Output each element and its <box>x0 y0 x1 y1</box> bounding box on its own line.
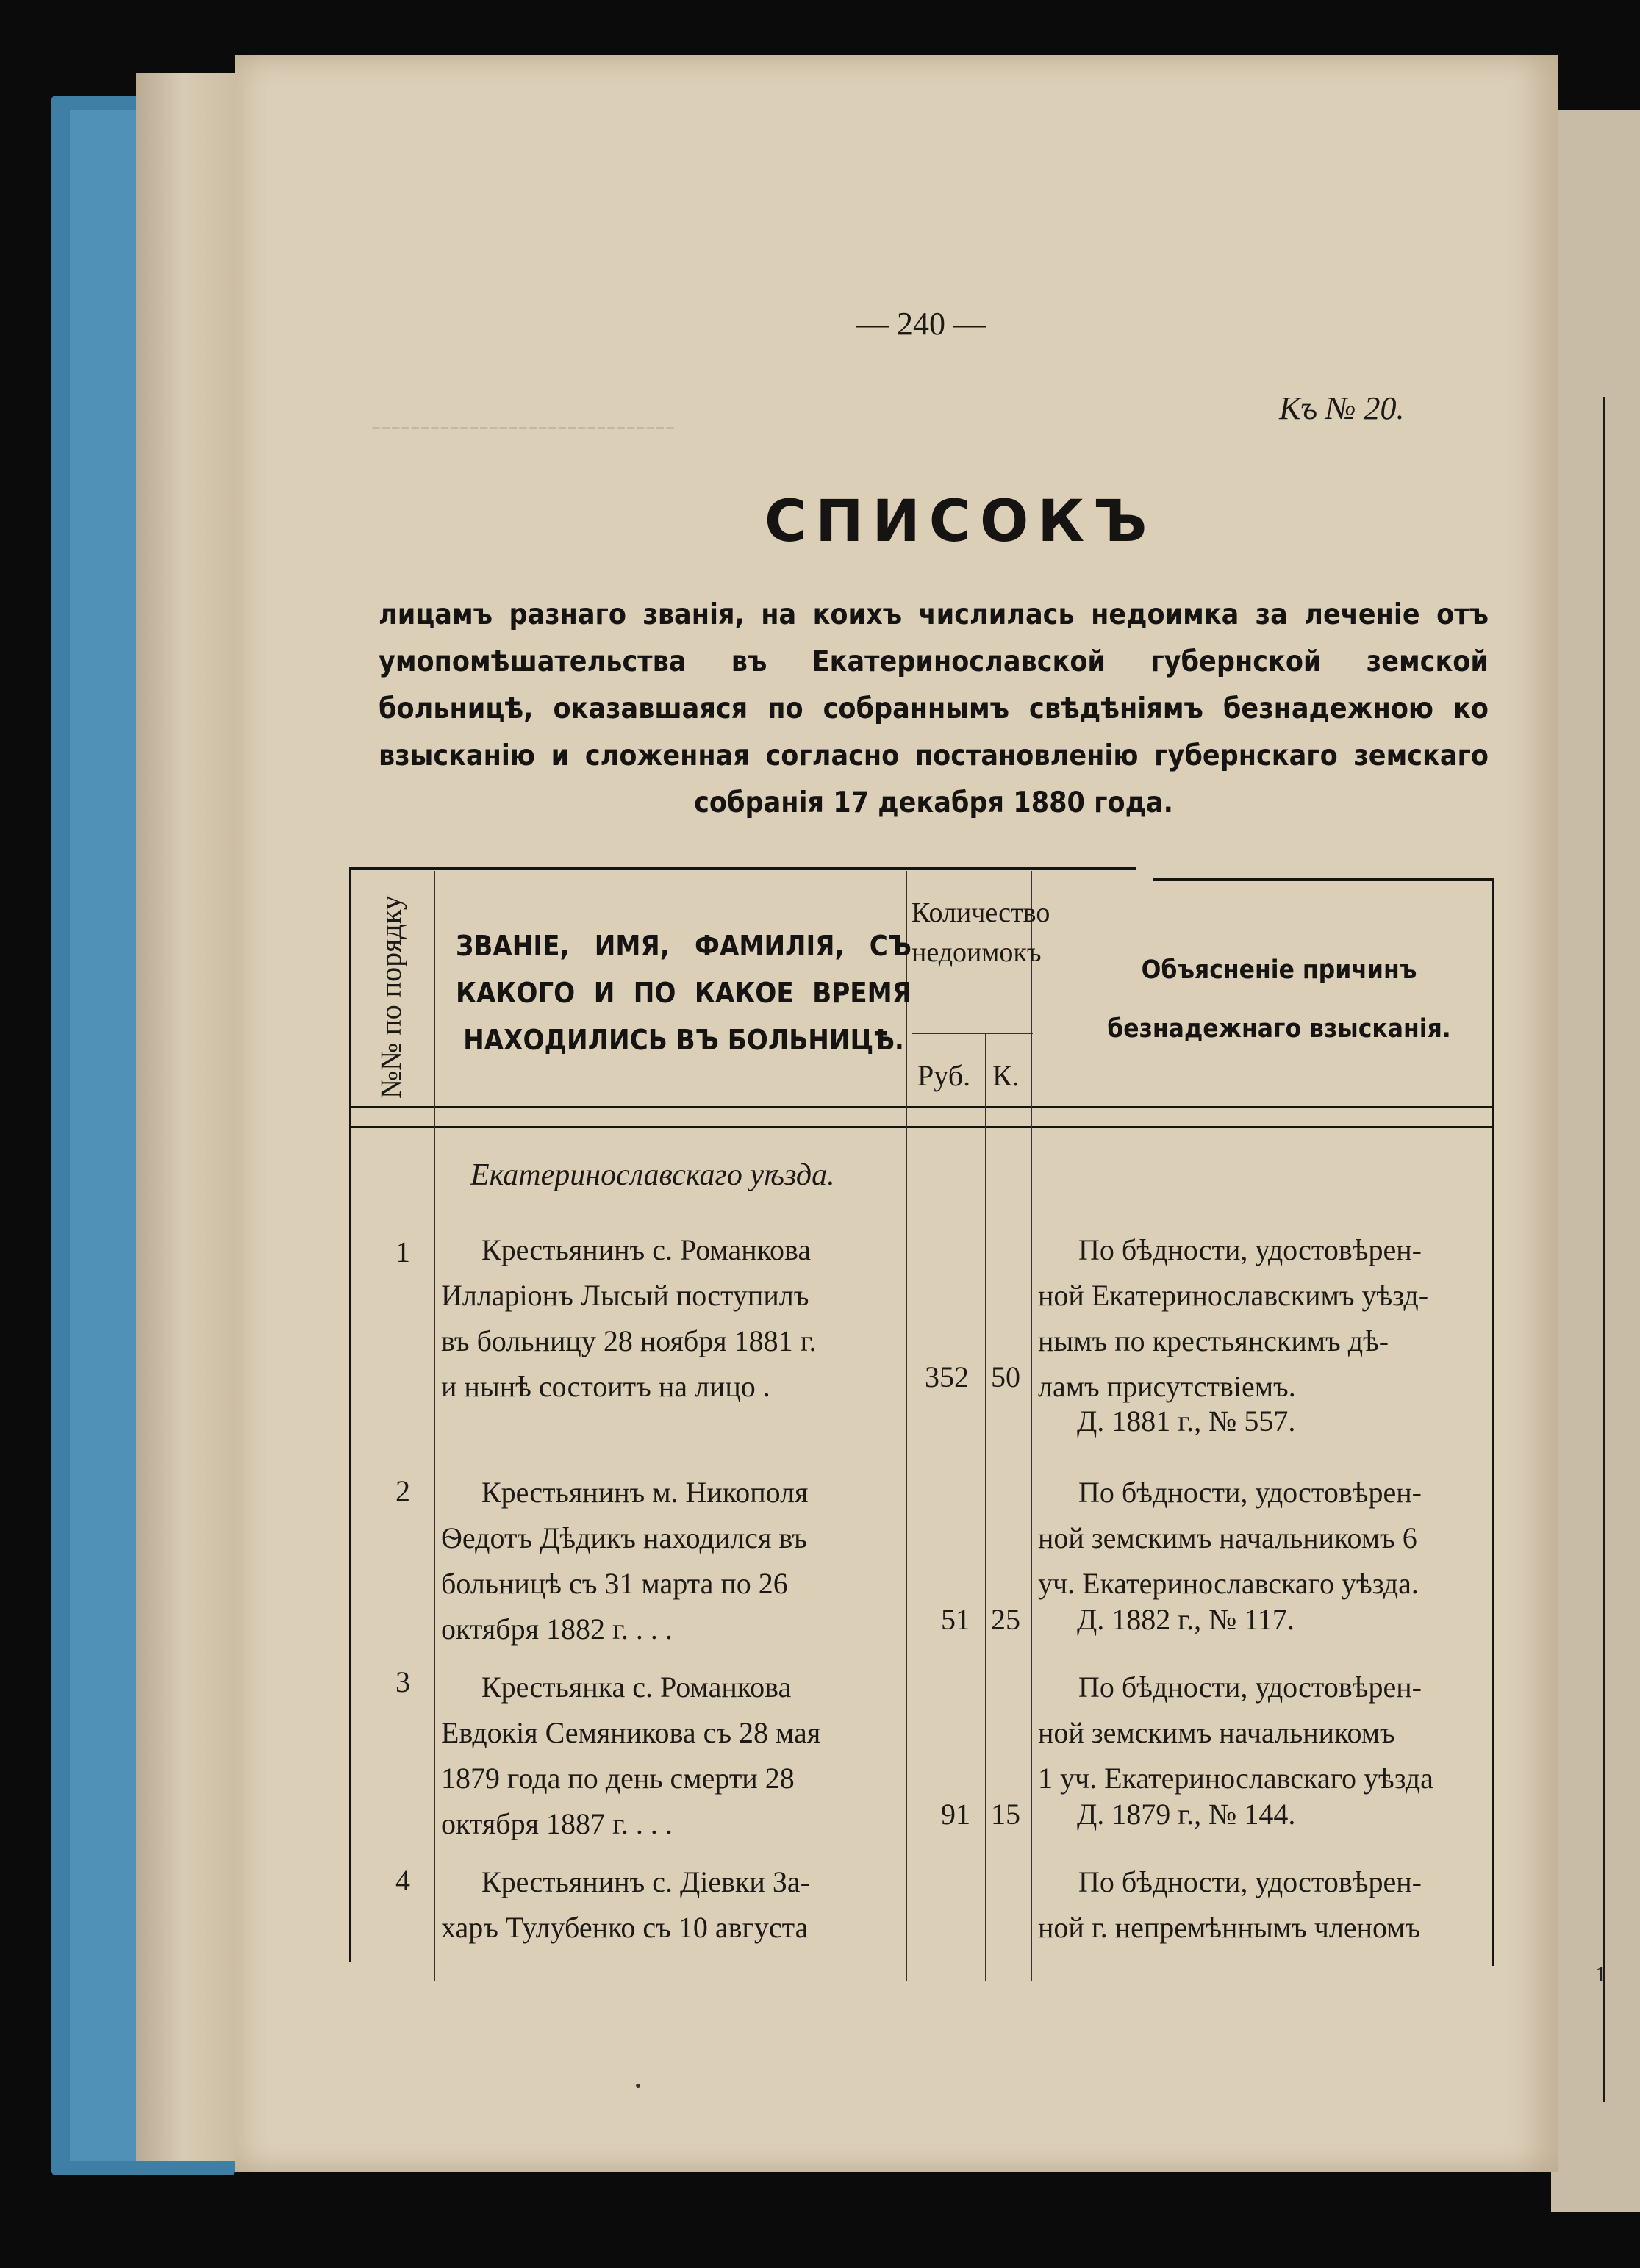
amount-subheader-rule <box>912 1033 1033 1034</box>
reason-line: ной земскимъ начальникомъ <box>1038 1716 1395 1749</box>
entry-line: въ больницу 28 ноября 1881 г. <box>441 1324 817 1357</box>
entry-line: больницѣ съ 31 марта по 26 <box>441 1567 788 1600</box>
reason-line: 1 уч. Екатеринославскаго уѣзда <box>1038 1762 1433 1795</box>
bleed-through: ‑‑‑‑‑‑‑‑‑‑‑‑‑‑‑‑‑‑‑‑‑‑‑‑‑‑‑‑‑‑‑ <box>371 409 675 442</box>
header-kop: К. <box>992 1059 1020 1092</box>
entry-line: Крестьянинъ с. Романкова <box>481 1233 812 1266</box>
document-intro: лицамъ разнаго званія, на коихъ числилась недоимка за леченіе отъ умопомѣшательства въ Екатеринославской губернской земской больницѣ, оказавшаяся по собраннымъ свѣдѣніямъ безнадежною ко взысканію и сложенная согласно постановленію губернскаго земскаго собранія 17 декабря 1880 года. <box>379 598 1489 819</box>
reason-line: нымъ по крестьянскимъ дѣ- <box>1038 1324 1389 1357</box>
row-number: 4 <box>395 1864 410 1897</box>
reason-line: ной Екатеринославскимъ уѣзд- <box>1038 1279 1429 1312</box>
header-rub: Руб. <box>917 1059 971 1092</box>
entry-line: Крестьянка с. Романкова <box>481 1671 792 1704</box>
table-row-entry <box>441 1665 900 1847</box>
dossier-ref: Д. 1881 г., № 557. <box>1077 1404 1296 1438</box>
entry-line: Евдокія Семяникова съ 28 мая <box>441 1716 821 1749</box>
table-top-rule-right <box>1153 878 1494 881</box>
facing-page-rule <box>1603 397 1605 2102</box>
reason-text <box>1038 1665 1490 1801</box>
reference-note: Къ № 20. <box>1279 390 1405 426</box>
reason-text <box>1038 1227 1490 1410</box>
col-divider-4 <box>1031 871 1032 1981</box>
row-number: 3 <box>395 1665 410 1698</box>
entry-line: Крестьянинъ с. Діевки За- <box>481 1865 810 1898</box>
col-divider-1 <box>434 871 435 1981</box>
amount-kop: 25 <box>991 1603 1020 1636</box>
table-row-entry <box>441 1859 900 1951</box>
page-number: — 240 — <box>856 306 986 342</box>
entry-line: Крестьянинъ м. Никополя <box>481 1476 809 1509</box>
reason-text <box>1038 1470 1490 1607</box>
header-number-label: №№ по порядку <box>374 895 407 1099</box>
reason-line: По бѣдности, удостовѣрен- <box>1078 1233 1422 1266</box>
reason-line: уч. Екатеринославскаго уѣзда. <box>1038 1567 1419 1600</box>
header-amount: Количество недоимокъ <box>912 897 1050 968</box>
entry-line: октября 1887 г. . . . <box>441 1807 673 1840</box>
header-number <box>373 871 418 1106</box>
amount-kop: 50 <box>991 1360 1020 1393</box>
header-person: ЗВАНІЕ, ИМЯ, ФАМИЛІЯ, СЪ КАКОГО И ПО КАКОЕ ВРЕМЯ НАХОДИЛИСЬ ВЪ БОЛЬНИЦѢ. <box>456 930 912 1056</box>
entry-line: 1879 года по день смерти 28 <box>441 1762 795 1795</box>
entry-line: харъ Тулубенко съ 10 августа <box>441 1911 809 1944</box>
table-top-rule <box>349 867 1136 870</box>
header-bottom-rule <box>349 1106 1494 1108</box>
amount-rub: 91 <box>941 1798 970 1831</box>
entry-line: Илларіонъ Лысый поступилъ <box>441 1279 809 1312</box>
reason-line: По бѣдности, удостовѣрен- <box>1078 1671 1422 1704</box>
entry-line: октября 1882 г. . . . <box>441 1612 673 1646</box>
header-bottom-rule-2 <box>349 1126 1494 1128</box>
dossier-ref: Д. 1879 г., № 144. <box>1077 1798 1296 1831</box>
dossier-ref: Д. 1882 г., № 117. <box>1077 1603 1295 1636</box>
table-row-entry <box>441 1470 900 1652</box>
facing-page <box>1551 110 1640 2212</box>
document-title: СПИСОКЪ <box>765 489 1156 555</box>
row-number: 1 <box>395 1235 410 1268</box>
reason-line: По бѣдности, удостовѣрен- <box>1078 1476 1422 1509</box>
header-explanation: Объясненіе причинъ безнадежнаго взысканія. <box>1107 955 1451 1044</box>
amount-rub: 352 <box>925 1360 969 1393</box>
reason-text <box>1038 1859 1490 1951</box>
section-title: Екатеринославскаго уѣзда. <box>470 1158 835 1192</box>
facing-page-mark: 1 <box>1595 1962 1606 1987</box>
paper-speck <box>636 2084 640 2088</box>
row-number: 2 <box>395 1474 410 1507</box>
col-divider-3 <box>985 1033 986 1981</box>
reason-line: ной земскимъ начальникомъ 6 <box>1038 1521 1417 1554</box>
table-row-entry <box>441 1227 900 1410</box>
entry-line: Ѳедотъ Дѣдикъ находился въ <box>441 1521 807 1554</box>
amount-rub: 51 <box>941 1603 970 1636</box>
reason-line: По бѣдности, удостовѣрен- <box>1078 1865 1422 1898</box>
entry-line: и нынѣ состоитъ на лицо . <box>441 1370 770 1403</box>
table-left-border <box>349 867 351 1962</box>
reason-line: ламъ присутствіемъ. <box>1038 1370 1296 1403</box>
reason-line: ной г. непремѣннымъ членомъ <box>1038 1911 1421 1944</box>
amount-kop: 15 <box>991 1798 1020 1831</box>
